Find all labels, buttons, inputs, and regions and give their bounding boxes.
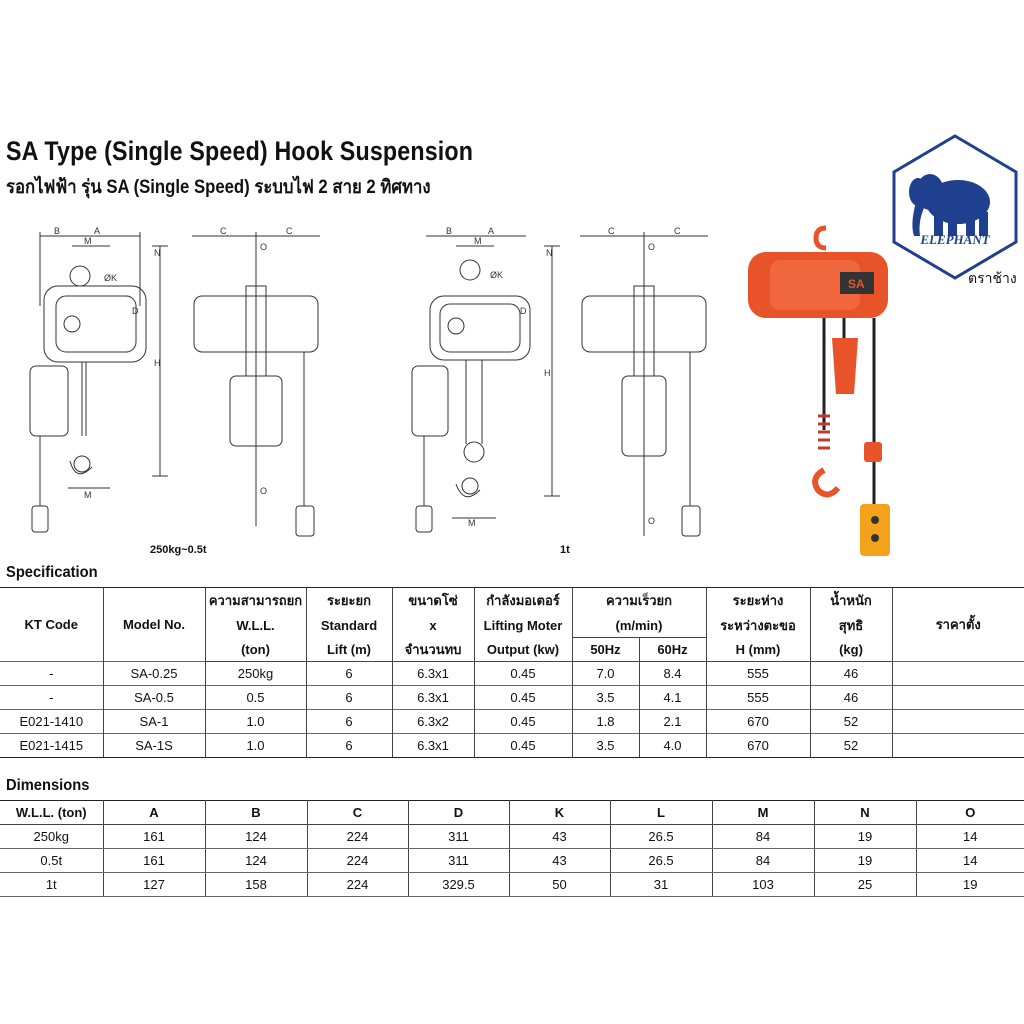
header-60hz: 60Hz	[639, 638, 706, 662]
dim-header: K	[509, 801, 610, 825]
header-wll: W.L.L.	[205, 614, 306, 638]
dim-label-c1-1t: C	[608, 226, 615, 236]
header-speed-unit: (m/min)	[572, 614, 706, 638]
header-50hz: 50Hz	[572, 638, 639, 662]
dim-header: L	[610, 801, 712, 825]
header-chain-th: ขนาดโซ่	[392, 588, 474, 614]
header-model: Model No.	[103, 588, 205, 662]
header-chain-count: จำนวนทบ	[392, 638, 474, 662]
front-view-drawing-small	[186, 226, 326, 546]
svg-text:SA: SA	[848, 277, 865, 291]
side-view-drawing-large	[396, 226, 566, 546]
dim-label-m2: M	[84, 490, 92, 500]
dim-label-h: H	[154, 358, 161, 368]
dim-label-b: B	[54, 226, 61, 236]
dim-label-c2-1t: C	[674, 226, 681, 236]
dim-label-h-1t: H	[544, 368, 551, 378]
dim-label-d: D	[132, 306, 139, 316]
dim-label-m-1t: M	[474, 236, 482, 246]
dim-label-o1-1t: O	[648, 242, 656, 252]
header-price: ราคาตั้ง	[892, 588, 1024, 662]
header-hook-unit: H (mm)	[706, 638, 810, 662]
header-lift-unit: Lift (m)	[306, 638, 392, 662]
header-motor: Lifting Moter	[474, 614, 572, 638]
header-wll-unit: (ton)	[205, 638, 306, 662]
dim-label-c2: C	[286, 226, 293, 236]
dim-header: W.L.L. (ton)	[0, 801, 103, 825]
header-motor-th: กำลังมอเตอร์	[474, 588, 572, 614]
dim-label-o2: O	[260, 486, 268, 496]
page-subtitle: รอกไฟฟ้า รุ่น SA (Single Speed) ระบบไฟ 2 สาย 2 ทิศทาง	[6, 177, 431, 198]
dim-row: 0.5t 161 124 224 311 43 26.5 84 19 14	[0, 849, 1024, 873]
spec-row: - SA-0.25 250kg 6 6.3x1 0.45 7.0 8.4 555 46	[0, 662, 1024, 686]
dimensions-heading: Dimensions	[6, 777, 90, 794]
dim-header: D	[408, 801, 509, 825]
dim-label-o2-1t: O	[648, 516, 656, 526]
dim-row: 250kg 161 124 224 311 43 26.5 84 19 14	[0, 825, 1024, 849]
dim-label-a: A	[94, 226, 101, 236]
dimensions-table	[0, 800, 1024, 897]
dim-label-a-1t: A	[488, 226, 495, 236]
dim-label-n: N	[154, 248, 161, 258]
elephant-logo	[886, 132, 1024, 282]
dim-header: N	[814, 801, 916, 825]
header-hook-th: ระยะห่าง	[706, 588, 810, 614]
dim-header: C	[307, 801, 408, 825]
side-view-drawing-small	[20, 226, 170, 546]
header-hook-th2: ระหว่างตะขอ	[706, 614, 810, 638]
dim-label-o1: O	[260, 242, 268, 252]
front-view-drawing-large	[574, 226, 714, 546]
specification-table	[0, 587, 1024, 758]
header-wll-th: ความสามารถยก	[205, 588, 306, 614]
dim-header: B	[205, 801, 307, 825]
spec-row: E021-1410 SA-1 1.0 6 6.3x2 0.45 1.8 2.1 670 52	[0, 710, 1024, 734]
dim-label-m: M	[84, 236, 92, 246]
header-weight-unit: (kg)	[810, 638, 892, 662]
logo-caption: ตราช้าง	[968, 270, 1017, 286]
logo-brand-text: ELEPHANT	[920, 232, 990, 247]
drawing-caption-large: 1t	[560, 544, 570, 556]
header-weight-th2: สุทธิ	[810, 614, 892, 638]
header-chain-x: x	[392, 614, 474, 638]
spec-row: E021-1415 SA-1S 1.0 6 6.3x1 0.45 3.5 4.0 670 52	[0, 734, 1024, 758]
page-title: SA Type (Single Speed) Hook Suspension	[6, 136, 474, 166]
dim-header: O	[916, 801, 1024, 825]
header-motor-unit: Output (kw)	[474, 638, 572, 662]
header-speed-th: ความเร็วยก	[572, 588, 706, 614]
dim-label-k: ØK	[104, 273, 118, 283]
dim-label-n-1t: N	[546, 248, 553, 258]
dim-label-k-1t: ØK	[490, 270, 504, 280]
dim-label-b-1t: B	[446, 226, 453, 236]
dim-header: A	[103, 801, 205, 825]
spec-row: - SA-0.5 0.5 6 6.3x1 0.45 3.5 4.1 555 46	[0, 686, 1024, 710]
specification-heading: Specification	[6, 564, 98, 581]
dim-row: 1t 127 158 224 329.5 50 31 103 25 19	[0, 873, 1024, 897]
drawing-caption-small: 250kg~0.5t	[150, 544, 207, 556]
dim-label-c1: C	[220, 226, 227, 236]
header-lift: Standard	[306, 614, 392, 638]
header-kt-code: KT Code	[0, 588, 103, 662]
dim-label-m2-1t: M	[468, 518, 476, 528]
dim-header: M	[712, 801, 814, 825]
header-lift-th: ระยะยก	[306, 588, 392, 614]
dim-label-d-1t: D	[520, 306, 527, 316]
hoist-product-image	[740, 220, 900, 560]
header-weight-th: น้ำหนัก	[810, 588, 892, 614]
